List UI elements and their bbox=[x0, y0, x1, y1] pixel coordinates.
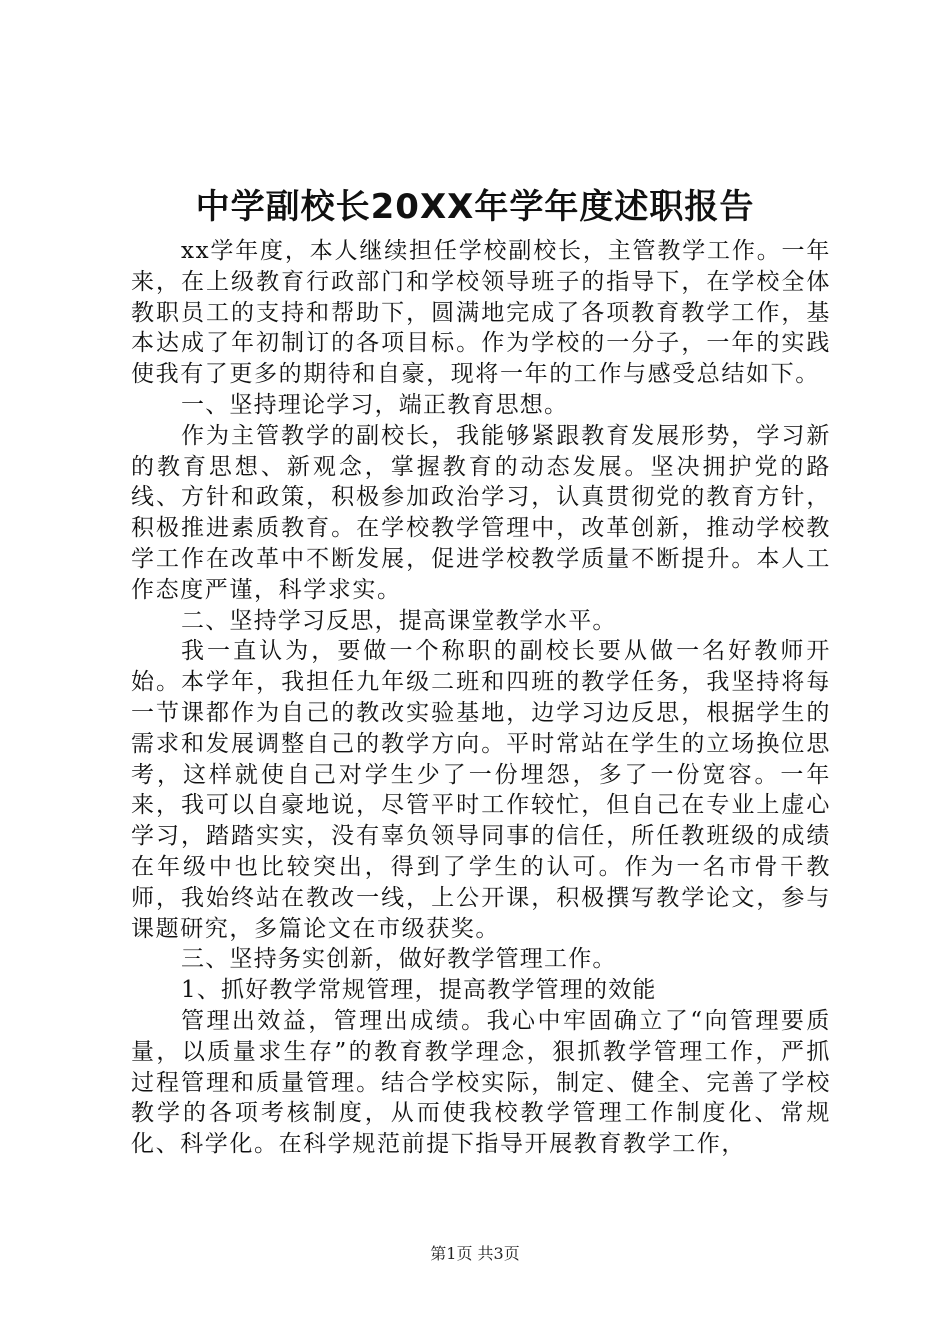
section-1-paragraph: 作为主管教学的副校长，我能够紧跟教育发展形势，学习新的教育思想、新观念，掌握教育的动态发展。坚决拥护党的路线、方针和政策，积极参加政治学习，认真贯彻党的教育方针，积极推进素质教育。在学校教学管理中，改革创新，推动学校教学工作在改革中不断发展，促进学校教学质量不断提升。本人工作态度严谨，科学求实。 bbox=[131, 422, 831, 603]
section-heading-3: 三、坚持务实创新，做好教学管理工作。 bbox=[181, 946, 617, 973]
intro-paragraph: xx学年度，本人继续担任学校副校长，主管教学工作。一年来，在上级教育行政部门和学校领导班子的指导下，在学校全体教职员工的支持和帮助下，圆满地完成了各项教育教学工作，基本达成了年初制订的各项目标。作为学校的一分子，一年的实践使我有了更多的期待和自豪，现将一年的工作与感受总结如下。 bbox=[131, 238, 831, 388]
section-heading-1: 一、坚持理论学习，端正教育思想。 bbox=[181, 391, 569, 418]
document-title: 中学副校长20XX年学年度述职报告 bbox=[195, 187, 755, 227]
subsection-heading-3-1: 1、抓好教学常规管理，提高教学管理的效能 bbox=[181, 977, 657, 1004]
document-body bbox=[131, 236, 831, 1160]
subsection-3-1-paragraph: 管理出效益，管理出成绩。我心中牢固确立了“向管理要质量，以质量求生存”的教育教学理念，狠抓教学管理工作，严抓过程管理和质量管理。结合学校实际，制定、健全、完善了学校教学的各项考核制度，从而使我校教学管理工作制度化、常规化、科学化。在科学规范前提下指导开展教育教学工作， bbox=[131, 1007, 831, 1158]
section-2-paragraph: 我一直认为，要做一个称职的副校长要从做一名好教师开始。本学年，我担任九年级二班和四班的教学任务，我坚持将每一节课都作为自己的教改实验基地，边学习边反思，根据学生的需求和发展调整自己的教学方向。平时常站在学生的立场换位思考，这样就使自己对学生少了一份埋怨，多了一份宽容。一年来，我可以自豪地说，尽管平时工作较忙，但自己在专业上虚心学习，踏踏实实，没有辜负领导同事的信任，所任教班级的成绩在年级中也比较突出，得到了学生的认可。作为一名市骨干教师，我始终站在教改一线，上公开课，积极撰写教学论文，参与课题研究，多篇论文在市级获奖。 bbox=[131, 638, 831, 942]
section-heading-2: 二、坚持学习反思，提高课堂教学水平。 bbox=[181, 607, 617, 634]
page-footer: 第1页 共3页 bbox=[430, 1244, 520, 1263]
